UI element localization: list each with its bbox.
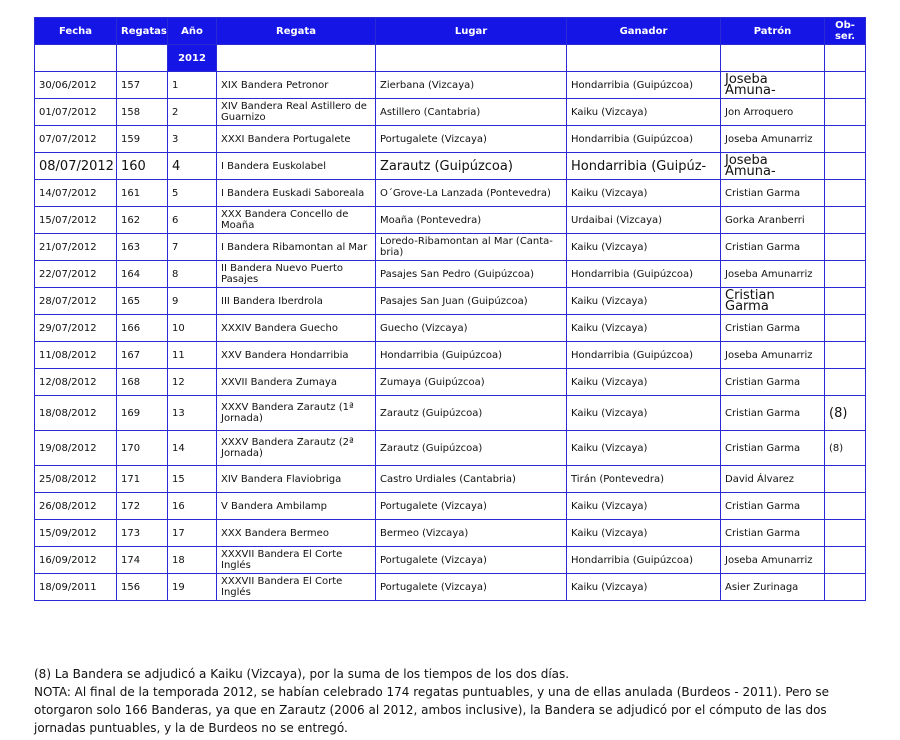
cell-anio: 19 (168, 574, 217, 601)
cell-fecha: 07/07/2012 (35, 126, 117, 153)
cell-obser: (8) (825, 396, 866, 431)
cell-ganador: Kaiku (Vizcaya) (567, 431, 721, 466)
year-label: 2012 (168, 45, 217, 72)
cell-regatas: 164 (117, 261, 168, 288)
empty-cell (567, 45, 721, 72)
cell-patron: Cristian Garma (721, 431, 825, 466)
cell-lugar: Portugalete (Vizcaya) (376, 493, 567, 520)
cell-lugar: Bermeo (Vizcaya) (376, 520, 567, 547)
cell-obser (825, 207, 866, 234)
table-row (35, 369, 866, 396)
table-row (35, 431, 866, 466)
results-table (34, 17, 866, 601)
cell-patron: David Álvarez (721, 466, 825, 493)
cell-lugar: Hondarribia (Guipúzcoa) (376, 342, 567, 369)
header-anio: Año (168, 18, 217, 45)
header-ganador: Ganador (567, 18, 721, 45)
table-row (35, 99, 866, 126)
cell-lugar: Zarautz (Guipúzcoa) (376, 431, 567, 466)
cell-lugar: Loredo-Ribamontan al Mar (Canta-bria) (376, 234, 567, 261)
cell-obser (825, 126, 866, 153)
cell-ganador: Kaiku (Vizcaya) (567, 288, 721, 315)
cell-patron: Joseba Amunarriz (721, 342, 825, 369)
cell-regata: XXXVII Bandera El Corte Inglés (217, 574, 376, 601)
footnotes (34, 665, 874, 737)
table-row (35, 574, 866, 601)
cell-regatas: 166 (117, 315, 168, 342)
cell-obser (825, 261, 866, 288)
footnote-8: (8) La Bandera se adjudicó a Kaiku (Vizcaya), por la suma de los tiempos de los dos días. (34, 667, 570, 681)
cell-ganador: Kaiku (Vizcaya) (567, 493, 721, 520)
cell-ganador: Kaiku (Vizcaya) (567, 574, 721, 601)
cell-patron: Cristian Garma (721, 180, 825, 207)
cell-patron: Asier Zurinaga (721, 574, 825, 601)
cell-regatas: 161 (117, 180, 168, 207)
cell-fecha: 30/06/2012 (35, 72, 117, 99)
header-obser: Ob-ser. (825, 18, 866, 45)
cell-regata: I Bandera Ribamontan al Mar (217, 234, 376, 261)
cell-ganador: Kaiku (Vizcaya) (567, 99, 721, 126)
cell-anio: 6 (168, 207, 217, 234)
cell-ganador: Kaiku (Vizcaya) (567, 369, 721, 396)
cell-ganador: Hondarribia (Guipúzcoa) (567, 126, 721, 153)
header-regata: Regata (217, 18, 376, 45)
cell-ganador: Hondarribia (Guipúzcoa) (567, 72, 721, 99)
cell-anio: 7 (168, 234, 217, 261)
cell-ganador: Hondarribia (Guipúzcoa) (567, 342, 721, 369)
cell-ganador: Hondarribia (Guipúzcoa) (567, 261, 721, 288)
cell-lugar: Pasajes San Juan (Guipúzcoa) (376, 288, 567, 315)
cell-regatas: 156 (117, 574, 168, 601)
cell-ganador: Hondarribia (Guipúzcoa) (567, 547, 721, 574)
cell-anio: 5 (168, 180, 217, 207)
table-row (35, 153, 866, 180)
cell-fecha: 15/09/2012 (35, 520, 117, 547)
cell-regata: XXVII Bandera Zumaya (217, 369, 376, 396)
cell-lugar: Zumaya (Guipúzcoa) (376, 369, 567, 396)
cell-ganador: Hondarribia (Guipúz- (567, 153, 721, 180)
cell-obser (825, 342, 866, 369)
cell-ganador: Kaiku (Vizcaya) (567, 315, 721, 342)
cell-anio: 10 (168, 315, 217, 342)
cell-patron: Cristian Garma (721, 493, 825, 520)
cell-lugar: Portugalete (Vizcaya) (376, 126, 567, 153)
table-row (35, 547, 866, 574)
empty-cell (117, 45, 168, 72)
cell-anio: 3 (168, 126, 217, 153)
cell-lugar: Moaña (Pontevedra) (376, 207, 567, 234)
header-row (35, 18, 866, 45)
cell-regatas: 162 (117, 207, 168, 234)
year-row (35, 45, 866, 72)
cell-obser: (8) (825, 431, 866, 466)
cell-ganador: Kaiku (Vizcaya) (567, 520, 721, 547)
cell-obser (825, 99, 866, 126)
table-row (35, 234, 866, 261)
header-lugar: Lugar (376, 18, 567, 45)
cell-regatas: 165 (117, 288, 168, 315)
empty-cell (217, 45, 376, 72)
cell-lugar: Pasajes San Pedro (Guipúzcoa) (376, 261, 567, 288)
cell-lugar: Astillero (Cantabria) (376, 99, 567, 126)
cell-obser (825, 288, 866, 315)
cell-obser (825, 574, 866, 601)
results-table-container (34, 17, 865, 601)
cell-patron: Joseba Amuna- (721, 153, 825, 180)
cell-fecha: 29/07/2012 (35, 315, 117, 342)
cell-obser (825, 180, 866, 207)
cell-regata: XXXI Bandera Portugalete (217, 126, 376, 153)
cell-ganador: Tirán (Pontevedra) (567, 466, 721, 493)
cell-lugar: Castro Urdiales (Cantabria) (376, 466, 567, 493)
cell-fecha: 12/08/2012 (35, 369, 117, 396)
cell-regata: II Bandera Nuevo Puerto Pasajes (217, 261, 376, 288)
cell-fecha: 25/08/2012 (35, 466, 117, 493)
cell-regatas: 163 (117, 234, 168, 261)
cell-ganador: Urdaibai (Vizcaya) (567, 207, 721, 234)
cell-anio: 15 (168, 466, 217, 493)
cell-regata: XIX Bandera Petronor (217, 72, 376, 99)
cell-fecha: 08/07/2012 (35, 153, 117, 180)
cell-lugar: Guecho (Vizcaya) (376, 315, 567, 342)
cell-anio: 11 (168, 342, 217, 369)
cell-lugar: O´Grove-La Lanzada (Pontevedra) (376, 180, 567, 207)
cell-regata: XIV Bandera Real Astillero de Guarnizo (217, 99, 376, 126)
table-row (35, 342, 866, 369)
table-row (35, 261, 866, 288)
cell-obser (825, 72, 866, 99)
header-patron: Patrón (721, 18, 825, 45)
cell-regatas: 167 (117, 342, 168, 369)
cell-ganador: Kaiku (Vizcaya) (567, 396, 721, 431)
cell-patron: Joseba Amunarriz (721, 261, 825, 288)
cell-patron: Jon Arroquero (721, 99, 825, 126)
cell-regata: I Bandera Euskadi Saboreala (217, 180, 376, 207)
cell-patron: Joseba Amuna- (721, 72, 825, 99)
cell-fecha: 18/08/2012 (35, 396, 117, 431)
cell-fecha: 15/07/2012 (35, 207, 117, 234)
cell-regatas: 173 (117, 520, 168, 547)
table-row (35, 72, 866, 99)
table-row (35, 288, 866, 315)
table-row (35, 207, 866, 234)
cell-lugar: Zierbana (Vizcaya) (376, 72, 567, 99)
cell-anio: 13 (168, 396, 217, 431)
footnote-nota: NOTA: Al final de la temporada 2012, se habían celebrado 174 regatas puntuables, y una de ellas anulada (Burdeos - 2011). Pero se otorgaron solo 166 Banderas, ya que en Zarautz (2006 al 2012, ambos inclusive), la Bandera se adjudicó por el cómputo de las dos jornadas puntuables, y la de Burdeos no se entregó. (34, 685, 829, 735)
cell-lugar: Zarautz (Guipúzcoa) (376, 153, 567, 180)
cell-anio: 4 (168, 153, 217, 180)
cell-fecha: 21/07/2012 (35, 234, 117, 261)
cell-obser (825, 153, 866, 180)
cell-regata: I Bandera Euskolabel (217, 153, 376, 180)
cell-obser (825, 520, 866, 547)
cell-fecha: 19/08/2012 (35, 431, 117, 466)
cell-anio: 14 (168, 431, 217, 466)
cell-regata: XXX Bandera Bermeo (217, 520, 376, 547)
cell-lugar: Portugalete (Vizcaya) (376, 547, 567, 574)
cell-lugar: Zarautz (Guipúzcoa) (376, 396, 567, 431)
table-row (35, 493, 866, 520)
cell-regata: XXX Bandera Concello de Moaña (217, 207, 376, 234)
cell-lugar: Portugalete (Vizcaya) (376, 574, 567, 601)
cell-regatas: 157 (117, 72, 168, 99)
cell-regata: XIV Bandera Flaviobriga (217, 466, 376, 493)
cell-patron: Gorka Aranberri (721, 207, 825, 234)
cell-obser (825, 369, 866, 396)
empty-cell (825, 45, 866, 72)
cell-fecha: 28/07/2012 (35, 288, 117, 315)
cell-obser (825, 493, 866, 520)
cell-regata: XXV Bandera Hondarribia (217, 342, 376, 369)
cell-patron: Cristian Garma (721, 520, 825, 547)
cell-obser (825, 315, 866, 342)
cell-regata: XXXV Bandera Zarautz (1ª Jornada) (217, 396, 376, 431)
cell-obser (825, 234, 866, 261)
header-fecha: Fecha (35, 18, 117, 45)
cell-fecha: 01/07/2012 (35, 99, 117, 126)
table-row (35, 180, 866, 207)
cell-patron: Cristian Garma (721, 369, 825, 396)
cell-patron: Cristian Garma (721, 288, 825, 315)
cell-anio: 16 (168, 493, 217, 520)
cell-regatas: 169 (117, 396, 168, 431)
cell-regata: III Bandera Iberdrola (217, 288, 376, 315)
header-regatas: Regatas (117, 18, 168, 45)
cell-obser (825, 547, 866, 574)
cell-regatas: 159 (117, 126, 168, 153)
cell-fecha: 26/08/2012 (35, 493, 117, 520)
cell-regata: XXXIV Bandera Guecho (217, 315, 376, 342)
cell-anio: 1 (168, 72, 217, 99)
cell-ganador: Kaiku (Vizcaya) (567, 234, 721, 261)
cell-anio: 9 (168, 288, 217, 315)
empty-cell (35, 45, 117, 72)
empty-cell (721, 45, 825, 72)
cell-anio: 2 (168, 99, 217, 126)
cell-anio: 12 (168, 369, 217, 396)
cell-regatas: 158 (117, 99, 168, 126)
cell-regata: XXXV Bandera Zarautz (2ª Jornada) (217, 431, 376, 466)
table-row (35, 466, 866, 493)
cell-patron: Joseba Amunarriz (721, 547, 825, 574)
cell-anio: 8 (168, 261, 217, 288)
cell-regatas: 170 (117, 431, 168, 466)
table-row (35, 126, 866, 153)
cell-anio: 18 (168, 547, 217, 574)
cell-anio: 17 (168, 520, 217, 547)
cell-fecha: 16/09/2012 (35, 547, 117, 574)
cell-regatas: 172 (117, 493, 168, 520)
cell-regatas: 171 (117, 466, 168, 493)
cell-regata: V Bandera Ambilamp (217, 493, 376, 520)
cell-patron: Cristian Garma (721, 315, 825, 342)
cell-patron: Cristian Garma (721, 234, 825, 261)
cell-fecha: 18/09/2011 (35, 574, 117, 601)
cell-ganador: Kaiku (Vizcaya) (567, 180, 721, 207)
cell-patron: Cristian Garma (721, 396, 825, 431)
cell-regatas: 168 (117, 369, 168, 396)
empty-cell (376, 45, 567, 72)
cell-fecha: 11/08/2012 (35, 342, 117, 369)
table-row (35, 520, 866, 547)
cell-regata: XXXVII Bandera El Corte Inglés (217, 547, 376, 574)
cell-fecha: 22/07/2012 (35, 261, 117, 288)
cell-patron: Joseba Amunarriz (721, 126, 825, 153)
cell-regatas: 174 (117, 547, 168, 574)
table-row (35, 396, 866, 431)
table-row (35, 315, 866, 342)
cell-fecha: 14/07/2012 (35, 180, 117, 207)
cell-obser (825, 466, 866, 493)
cell-regatas: 160 (117, 153, 168, 180)
